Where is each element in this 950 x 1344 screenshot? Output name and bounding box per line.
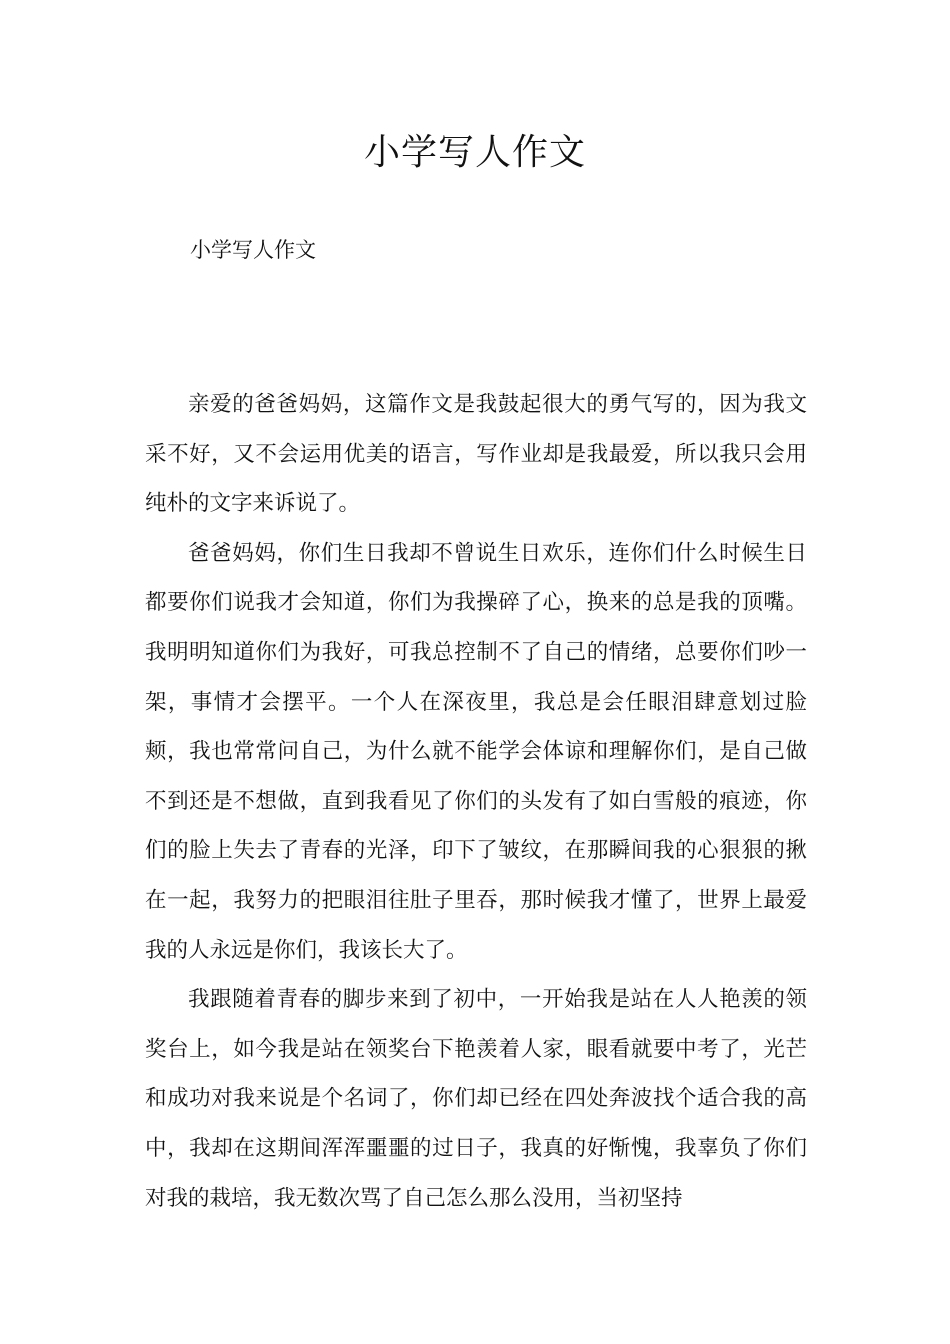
document-subtitle: 小学写人作文 — [190, 238, 316, 262]
paragraph: 爸爸妈妈，你们生日我却不曾说生日欢乐，连你们什么时候生日都要你们说我才会知道，你们为我操碎了心，换来的总是我的顶嘴。我明明知道你们为我好，可我总控制不了自己的情绪，总要你们吵一架，事情才会摆平。一个人在深夜里，我总是会任眼泪肆意划过脸颊，我也常常问自己，为什么就不能学会体谅和理解你们，是自己做不到还是不想做，直到我看见了你们的头发有了如白雪般的痕迹，你们的脸上失去了青春的光泽，印下了皱纹，在那瞬间我的心狠狠的揪在一起，我努力的把眼泪往肚子里吞，那时候我才懂了，世界上最爱我的人永远是你们，我该长大了。 — [145, 540, 807, 963]
document-title: 小学写人作文 — [363, 132, 586, 173]
paragraph: 我跟随着青春的脚步来到了初中，一开始我是站在人人艳羡的领奖台上，如今我是站在领奖台下艳羡着人家，眼看就要中考了，光芒和成功对我来说是个名词了，你们却已经在四处奔波找个适合我的高中，我却在这期间浑浑噩噩的过日子，我真的好惭愧，我辜负了你们对我的栽培，我无数次骂了自己怎么那么没用，当初坚持 — [145, 987, 807, 1211]
document-body — [145, 380, 807, 1223]
paragraph: 亲爱的爸爸妈妈，这篇作文是我鼓起很大的勇气写的，因为我文采不好，又不会运用优美的语言，写作业却是我最爱，所以我只会用纯朴的文字来诉说了。 — [145, 392, 807, 517]
